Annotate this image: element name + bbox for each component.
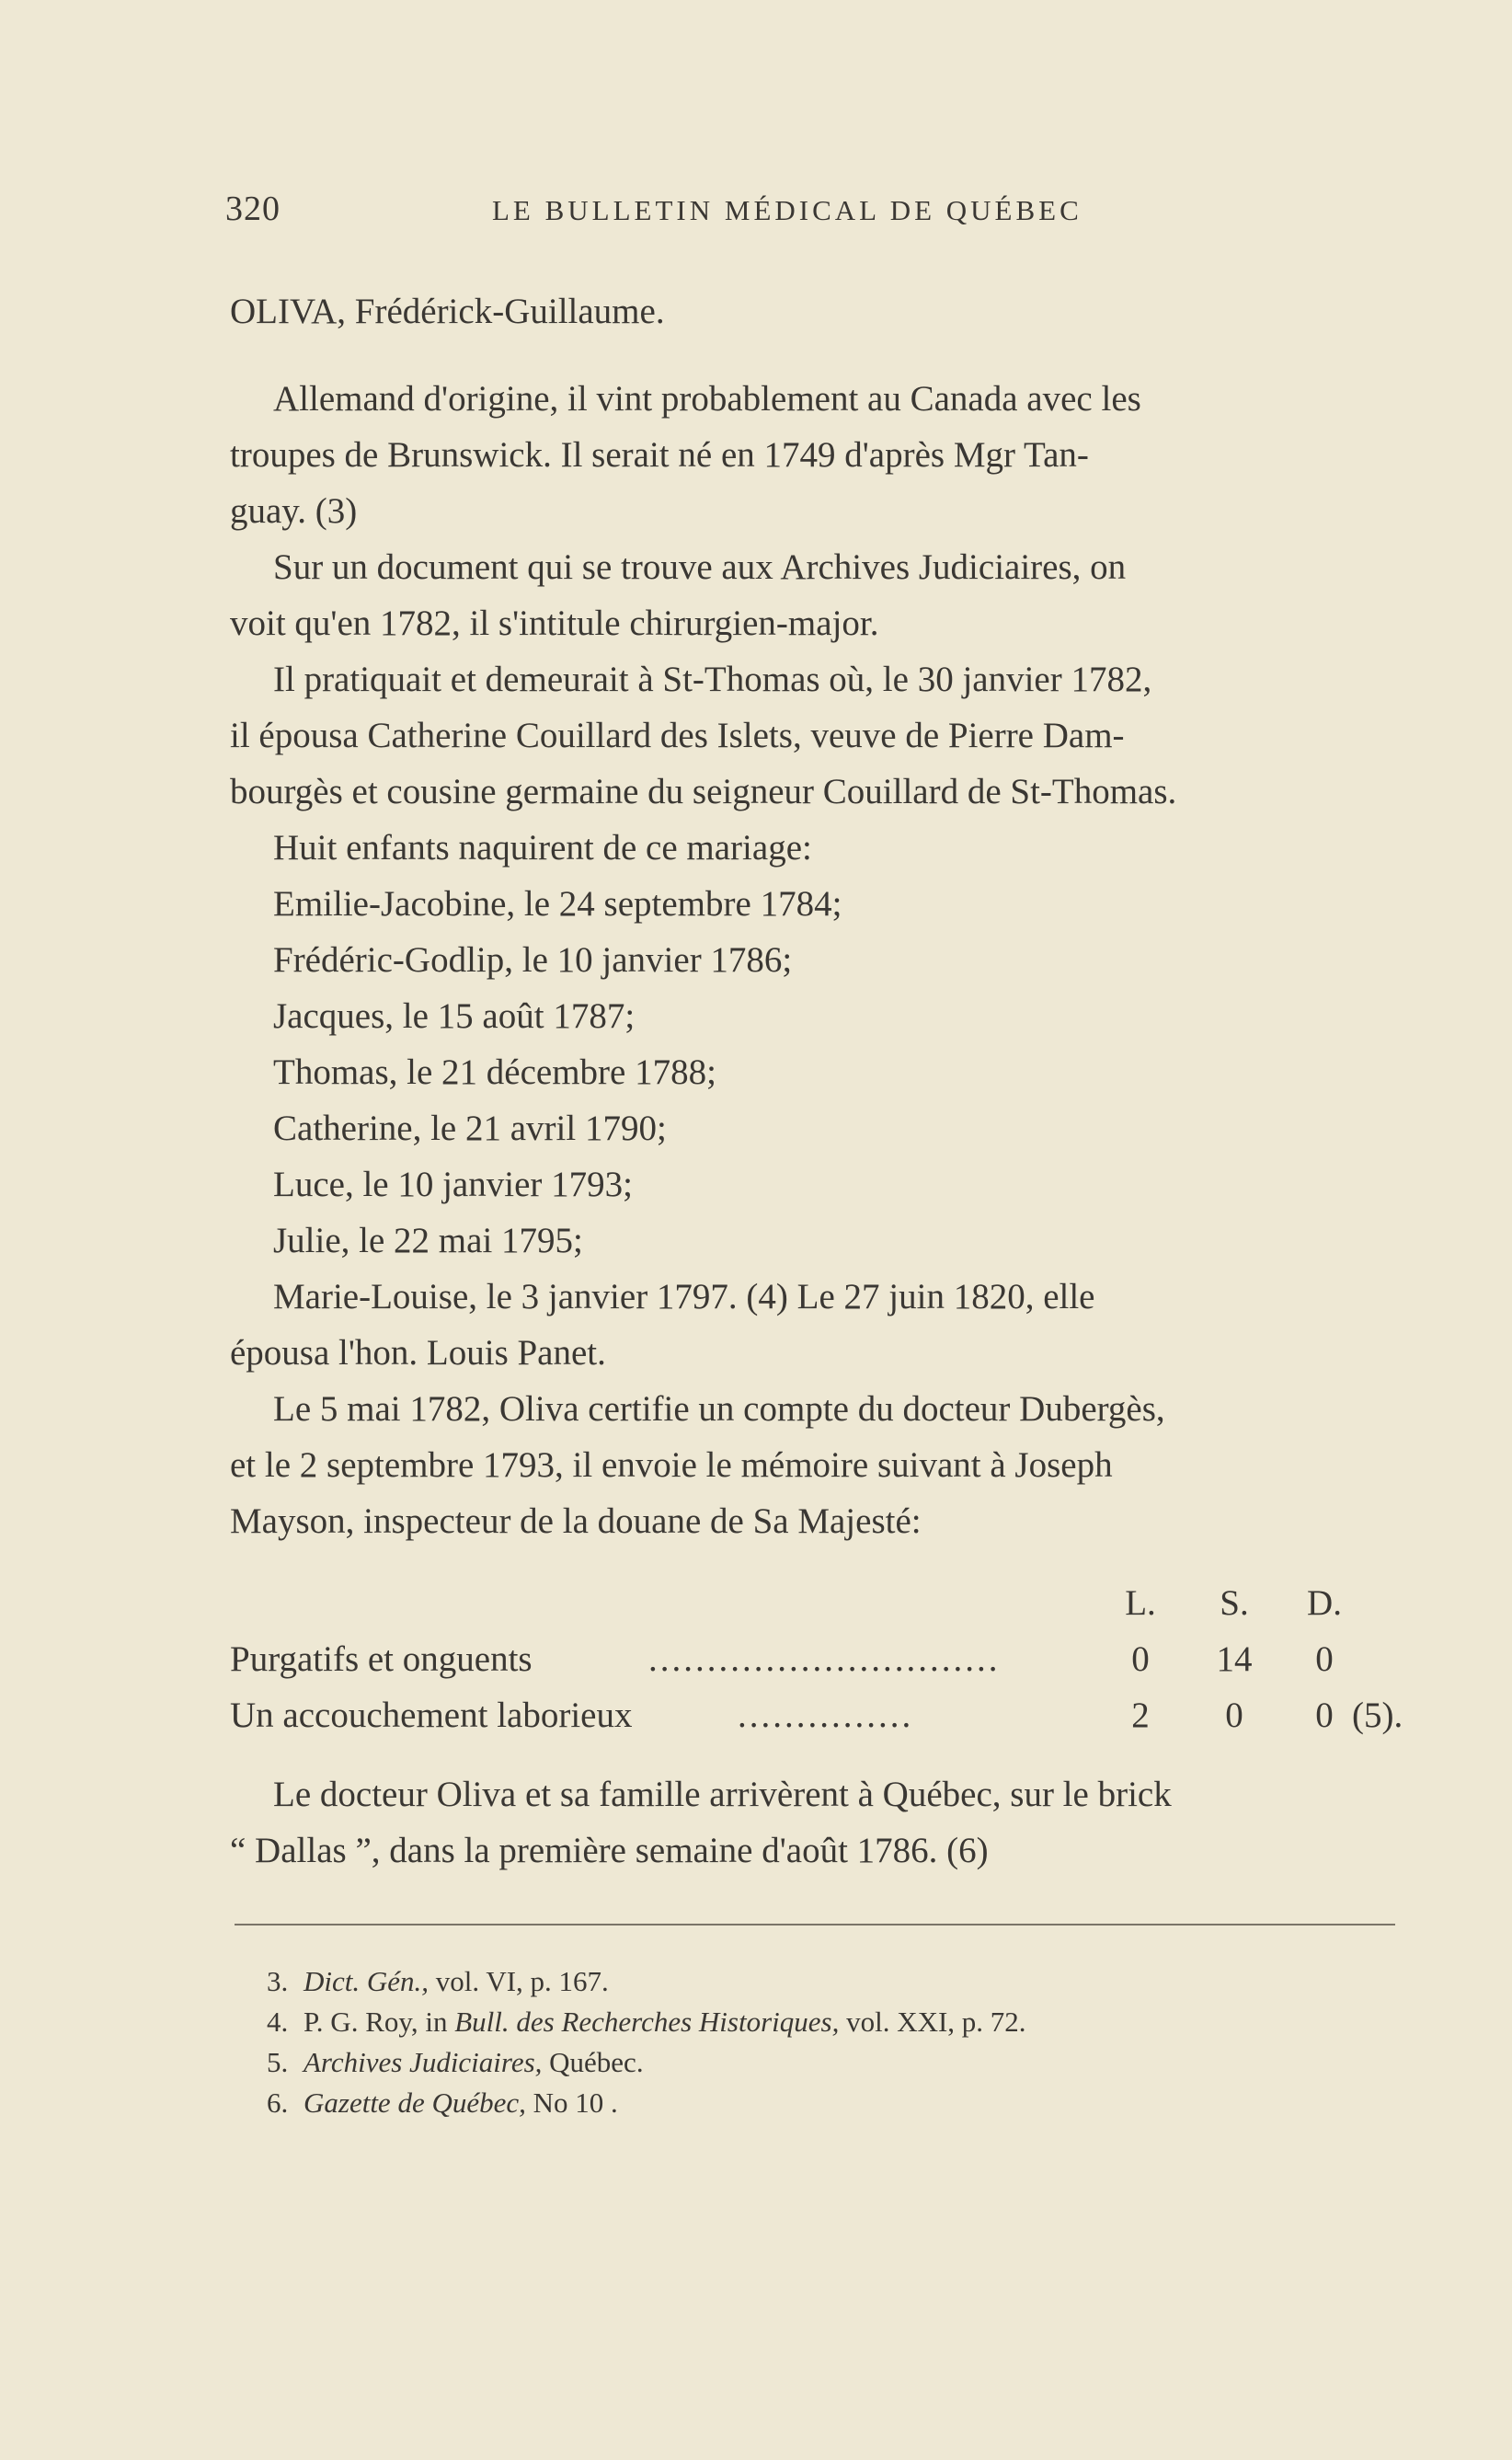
child-entry: Luce, le 10 janvier 1793; [273, 1165, 633, 1204]
shillings-value: 0 [1225, 1696, 1243, 1735]
body-line: bourgès et cousine germaine du seigneur Couillard de St-Thomas. [230, 772, 1177, 811]
leader-dots: ............... [738, 1696, 914, 1735]
pounds-value: 0 [1131, 1639, 1150, 1679]
body-line: voit qu'en 1782, il s'intitule chirurgien-major. [230, 604, 879, 643]
body-line: Mayson, inspecteur de la douane de Sa Majesté: [230, 1501, 922, 1541]
footnote-detail: Québec. [542, 2046, 644, 2078]
footnote [267, 2042, 1370, 2083]
pounds-value: 2 [1131, 1696, 1150, 1735]
body-line: Il pratiquait et demeurait à St-Thomas où, le 30 janvier 1782, [273, 660, 1152, 699]
footnotes [267, 1961, 1370, 2123]
body-line: Allemand d'origine, il vint probablement au Canada avec les [273, 379, 1141, 419]
child-entry: Thomas, le 21 décembre 1788; [273, 1052, 716, 1092]
column-header-pence: D. [1307, 1583, 1342, 1623]
running-head: LE BULLETIN MÉDICAL DE QUÉBEC [492, 194, 1082, 226]
child-entry: Marie-Louise, le 3 janvier 1797. (4) Le 27 juin 1820, elle [273, 1277, 1095, 1316]
account-row [230, 1695, 1403, 1751]
column-header-pounds: L. [1125, 1583, 1156, 1623]
body-line: Le 5 mai 1782, Oliva certifie un compte du docteur Dubergès, [273, 1389, 1165, 1429]
account-header [1104, 1582, 1512, 1638]
body-line: il épousa Catherine Couillard des Islets, veuve de Pierre Dam- [230, 716, 1125, 755]
footnote [267, 2083, 1370, 2123]
footnote-source: Bull. des Recherches Historiques, [454, 2006, 840, 2038]
child-entry: Emilie-Jacobine, le 24 septembre 1784; [273, 884, 842, 924]
child-entry: Julie, le 22 mai 1795; [273, 1221, 583, 1260]
footnote-detail: vol. VI, p. 167. [429, 1965, 609, 1997]
body-line: épousa l'hon. Louis Panet. [230, 1333, 606, 1373]
footnote-number: 4. [267, 2006, 289, 2038]
footnote-number: 3. [267, 1965, 289, 1997]
body-line: guay. (3) [230, 491, 358, 531]
footnote-number: 6. [267, 2086, 289, 2119]
column-header-shillings: S. [1220, 1583, 1249, 1623]
footnote-reference: (5). [1352, 1696, 1403, 1735]
body-line: et le 2 septembre 1793, il envoie le mémoire suivant à Joseph [230, 1445, 1113, 1485]
footnote-divider [235, 1924, 1395, 1925]
child-entry: Catherine, le 21 avril 1790; [273, 1109, 667, 1148]
footnote-source: Archives Judiciaires, [304, 2046, 543, 2078]
body-line: troupes de Brunswick. Il serait né en 1749 d'après Mgr Tan- [230, 435, 1089, 475]
footnote [267, 2002, 1370, 2042]
footnote-author: P. G. Roy, in [304, 2006, 455, 2038]
footnote [267, 1961, 1370, 2002]
page-header [225, 189, 1393, 244]
pence-value: 0 [1315, 1696, 1334, 1735]
child-entry: Jacques, le 15 août 1787; [273, 996, 636, 1036]
shillings-value: 14 [1216, 1639, 1253, 1679]
footnote-source: Dict. Gén., [304, 1965, 430, 1997]
footnote-source: Gazette de Québec, [304, 2086, 526, 2119]
account-item-label: Purgatifs et onguents [230, 1639, 533, 1679]
footnote-detail: vol. XXI, p. 72. [839, 2006, 1026, 2038]
pence-value: 0 [1315, 1639, 1334, 1679]
body-line: Le docteur Oliva et sa famille arrivèrent à Québec, sur le brick [273, 1775, 1172, 1814]
page-number: 320 [225, 190, 281, 228]
body-line: Huit enfants naquirent de ce mariage: [273, 828, 812, 868]
body-line: Sur un document qui se trouve aux Archives Judiciaires, on [273, 547, 1127, 587]
leader-dots: .............................. [648, 1639, 1001, 1679]
footnote-number: 5. [267, 2046, 289, 2078]
body-line: “ Dallas ”, dans la première semaine d'août 1786. (6) [230, 1831, 989, 1870]
footnote-detail: No 10 . [525, 2086, 618, 2119]
account-row [230, 1638, 1398, 1695]
entry-title: OLIVA, Frédérick-Guillaume. [230, 292, 665, 331]
account-item-label: Un accouchement laborieux [230, 1696, 633, 1735]
child-entry: Frédéric-Godlip, le 10 janvier 1786; [273, 940, 793, 980]
